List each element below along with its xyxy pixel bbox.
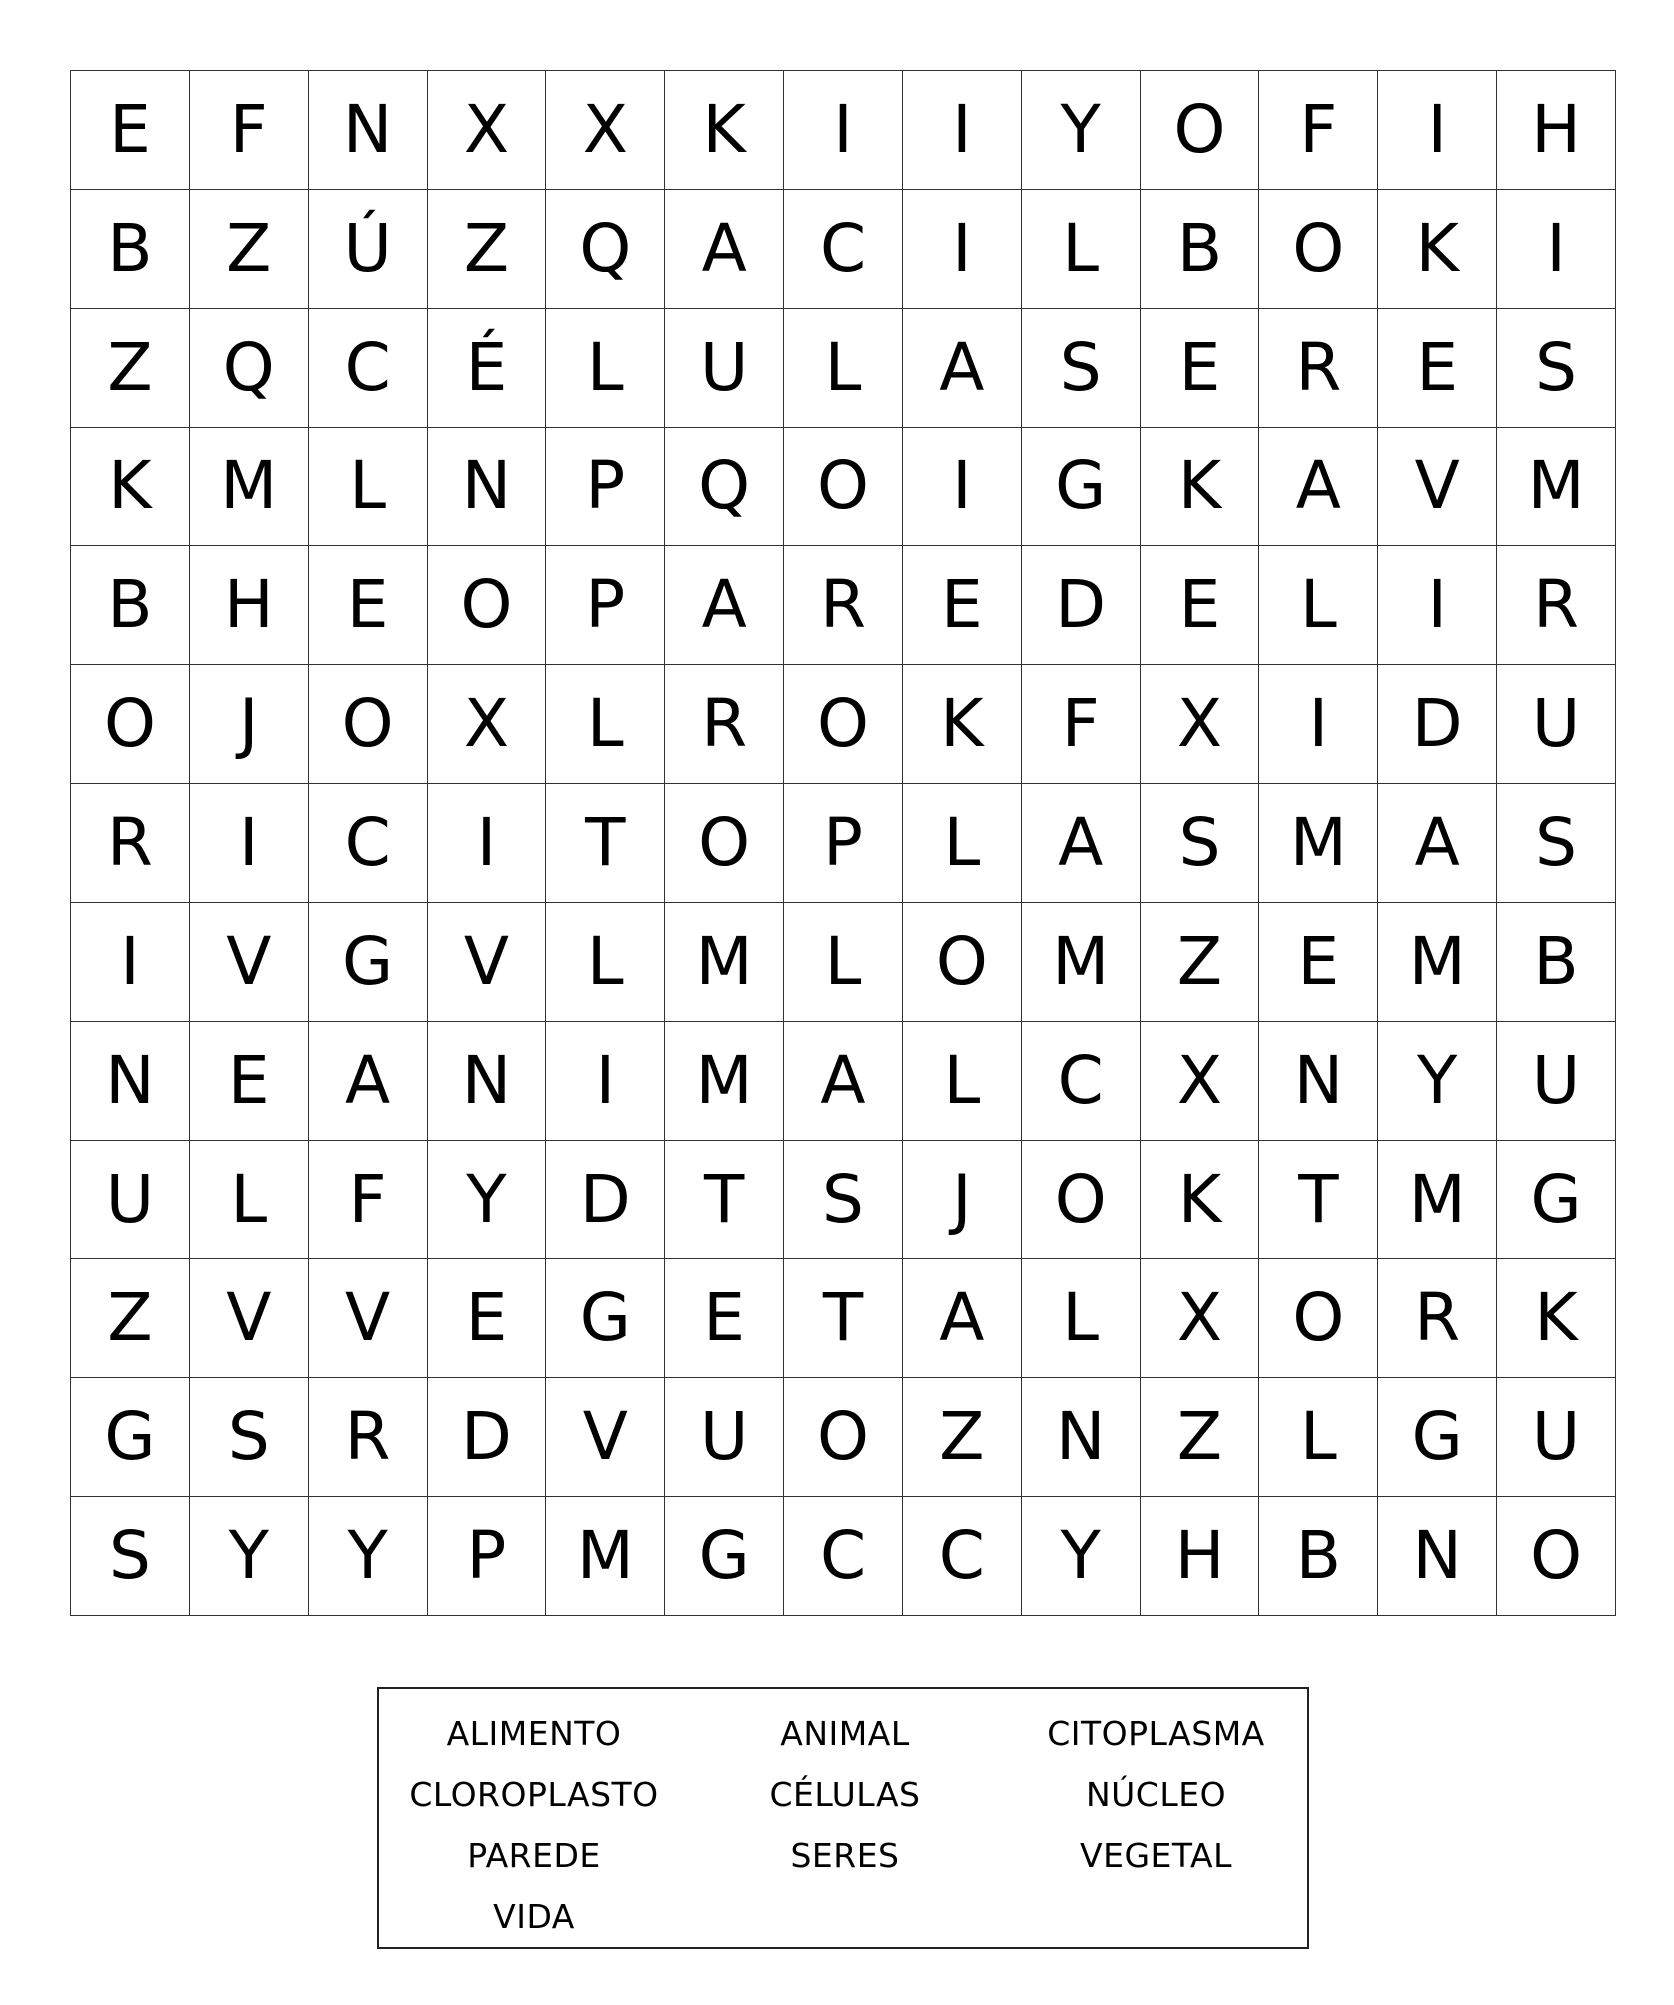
grid-cell[interactable]: O <box>1259 1259 1378 1378</box>
grid-cell[interactable]: S <box>1497 784 1616 903</box>
grid-cell[interactable]: V <box>428 903 547 1022</box>
grid-cell[interactable]: X <box>428 665 547 784</box>
grid-cell[interactable]: R <box>309 1378 428 1497</box>
grid-cell[interactable]: M <box>546 1497 665 1616</box>
grid-cell[interactable]: L <box>309 428 428 547</box>
grid-cell[interactable]: I <box>903 428 1022 547</box>
grid-cell[interactable]: O <box>428 546 547 665</box>
grid-cell[interactable]: L <box>546 665 665 784</box>
grid-cell[interactable]: I <box>1259 665 1378 784</box>
grid-cell[interactable]: Z <box>903 1378 1022 1497</box>
grid-cell[interactable]: X <box>1141 1259 1260 1378</box>
grid-cell[interactable]: R <box>71 784 190 903</box>
grid-cell[interactable]: U <box>1497 1022 1616 1141</box>
grid-cell[interactable]: X <box>1141 1022 1260 1141</box>
grid-cell[interactable]: B <box>1259 1497 1378 1616</box>
word-list-item: VEGETAL <box>1080 1836 1232 1875</box>
grid-cell[interactable]: N <box>71 1022 190 1141</box>
grid-cell[interactable]: H <box>1497 71 1616 190</box>
word-list <box>377 1687 1309 1949</box>
grid-cell[interactable]: G <box>546 1259 665 1378</box>
grid-cell[interactable]: E <box>665 1259 784 1378</box>
grid-cell[interactable]: L <box>1259 1378 1378 1497</box>
grid-cell[interactable]: O <box>71 665 190 784</box>
grid-cell[interactable]: E <box>1259 903 1378 1022</box>
grid-cell[interactable]: B <box>1141 190 1260 309</box>
grid-cell[interactable]: V <box>190 1259 309 1378</box>
grid-cell[interactable]: O <box>784 428 903 547</box>
word-list-item: ANIMAL <box>780 1714 910 1753</box>
grid-cell[interactable]: K <box>903 665 1022 784</box>
grid-cell[interactable]: I <box>428 784 547 903</box>
grid-cell[interactable]: K <box>665 71 784 190</box>
grid-cell[interactable]: A <box>1259 428 1378 547</box>
grid-cell[interactable]: D <box>428 1378 547 1497</box>
grid-cell[interactable]: S <box>1141 784 1260 903</box>
grid-cell[interactable]: L <box>546 903 665 1022</box>
grid-cell[interactable]: O <box>1022 1141 1141 1260</box>
word-list-item: CLOROPLASTO <box>409 1775 659 1814</box>
grid-cell[interactable]: B <box>71 190 190 309</box>
grid-cell[interactable]: I <box>1497 190 1616 309</box>
grid-cell[interactable]: B <box>71 546 190 665</box>
grid-cell[interactable]: I <box>1378 71 1497 190</box>
grid-cell[interactable]: O <box>784 665 903 784</box>
grid-cell[interactable]: L <box>1022 1259 1141 1378</box>
grid-cell[interactable]: F <box>309 1141 428 1260</box>
grid-cell[interactable]: C <box>309 784 428 903</box>
grid-cell[interactable]: N <box>1259 1022 1378 1141</box>
word-list-item: CÉLULAS <box>769 1775 921 1814</box>
grid-cell[interactable]: T <box>546 784 665 903</box>
grid-cell[interactable]: E <box>428 1259 547 1378</box>
grid-cell[interactable]: P <box>784 784 903 903</box>
grid-cell[interactable]: A <box>1022 784 1141 903</box>
grid-cell[interactable]: M <box>1378 1141 1497 1260</box>
grid-cell[interactable]: T <box>665 1141 784 1260</box>
grid-cell[interactable]: Y <box>1022 71 1141 190</box>
grid-cell[interactable]: M <box>1497 428 1616 547</box>
grid-cell[interactable]: A <box>1378 784 1497 903</box>
grid-cell[interactable]: X <box>428 71 547 190</box>
grid-cell[interactable]: M <box>1378 903 1497 1022</box>
grid-cell[interactable]: H <box>190 546 309 665</box>
grid-cell[interactable]: Z <box>71 1259 190 1378</box>
grid-cell[interactable]: N <box>1378 1497 1497 1616</box>
grid-cell[interactable]: G <box>309 903 428 1022</box>
grid-cell[interactable]: Q <box>546 190 665 309</box>
grid-cell[interactable]: V <box>190 903 309 1022</box>
grid-cell[interactable]: O <box>784 1378 903 1497</box>
grid-cell[interactable]: E <box>1141 309 1260 428</box>
grid-cell[interactable]: A <box>784 1022 903 1141</box>
grid-cell[interactable]: C <box>1022 1022 1141 1141</box>
grid-cell[interactable]: T <box>784 1259 903 1378</box>
grid-cell[interactable]: M <box>1259 784 1378 903</box>
word-list-item: SERES <box>790 1836 900 1875</box>
grid-cell[interactable]: Z <box>190 190 309 309</box>
grid-cell[interactable]: G <box>1378 1378 1497 1497</box>
grid-cell[interactable]: P <box>546 546 665 665</box>
grid-cell[interactable]: N <box>428 428 547 547</box>
grid-cell[interactable]: R <box>1378 1259 1497 1378</box>
grid-cell[interactable]: F <box>1022 665 1141 784</box>
grid-cell[interactable]: X <box>546 71 665 190</box>
grid-cell[interactable]: U <box>1497 1378 1616 1497</box>
grid-cell[interactable]: P <box>428 1497 547 1616</box>
grid-cell[interactable]: N <box>428 1022 547 1141</box>
grid-cell[interactable]: L <box>190 1141 309 1260</box>
word-list-item: CITOPLASMA <box>1047 1714 1265 1753</box>
grid-cell[interactable]: U <box>1497 665 1616 784</box>
grid-cell[interactable]: U <box>71 1141 190 1260</box>
grid-cell[interactable]: J <box>903 1141 1022 1260</box>
grid-cell[interactable]: I <box>903 190 1022 309</box>
grid-cell[interactable]: A <box>665 546 784 665</box>
grid-cell[interactable]: O <box>1259 190 1378 309</box>
grid-cell[interactable]: F <box>190 71 309 190</box>
grid-cell[interactable]: A <box>903 1259 1022 1378</box>
grid-cell[interactable]: Y <box>1378 1022 1497 1141</box>
grid-cell[interactable]: C <box>784 190 903 309</box>
grid-cell[interactable]: K <box>1497 1259 1616 1378</box>
grid-cell[interactable]: K <box>1141 428 1260 547</box>
grid-cell[interactable]: Y <box>309 1497 428 1616</box>
grid-cell[interactable]: G <box>1022 428 1141 547</box>
grid-cell[interactable]: J <box>190 665 309 784</box>
grid-cell[interactable]: E <box>71 71 190 190</box>
grid-cell[interactable]: L <box>903 784 1022 903</box>
grid-cell[interactable]: I <box>903 71 1022 190</box>
grid-cell[interactable]: Ú <box>309 190 428 309</box>
letter-grid <box>70 70 1616 1616</box>
grid-cell[interactable]: S <box>784 1141 903 1260</box>
grid-cell[interactable]: I <box>190 784 309 903</box>
grid-cell[interactable]: É <box>428 309 547 428</box>
grid-cell[interactable]: O <box>1141 71 1260 190</box>
grid-cell[interactable]: R <box>665 665 784 784</box>
grid-cell[interactable]: L <box>546 309 665 428</box>
grid-cell[interactable]: S <box>1022 309 1141 428</box>
grid-cell[interactable]: C <box>309 309 428 428</box>
grid-cell[interactable]: O <box>903 903 1022 1022</box>
word-list-item: VIDA <box>493 1897 575 1936</box>
grid-cell[interactable]: V <box>309 1259 428 1378</box>
grid-cell[interactable]: C <box>903 1497 1022 1616</box>
grid-cell[interactable]: A <box>309 1022 428 1141</box>
grid-cell[interactable]: Z <box>428 190 547 309</box>
grid-cell[interactable]: D <box>1022 546 1141 665</box>
grid-cell[interactable]: L <box>784 309 903 428</box>
grid-cell[interactable]: I <box>71 903 190 1022</box>
grid-cell[interactable]: K <box>1141 1141 1260 1260</box>
grid-cell[interactable]: Z <box>1141 1378 1260 1497</box>
grid-cell[interactable]: V <box>1378 428 1497 547</box>
grid-cell[interactable]: F <box>1259 71 1378 190</box>
grid-cell[interactable]: L <box>903 1022 1022 1141</box>
grid-cell[interactable]: N <box>309 71 428 190</box>
grid-cell[interactable]: Q <box>190 309 309 428</box>
grid-cell[interactable]: L <box>1022 190 1141 309</box>
grid-cell[interactable]: D <box>1378 665 1497 784</box>
grid-cell[interactable]: S <box>71 1497 190 1616</box>
word-list-item: PAREDE <box>467 1836 601 1875</box>
grid-cell[interactable]: R <box>1497 546 1616 665</box>
grid-cell[interactable]: Y <box>190 1497 309 1616</box>
grid-cell[interactable]: U <box>665 1378 784 1497</box>
grid-cell[interactable]: I <box>784 71 903 190</box>
grid-cell[interactable]: R <box>784 546 903 665</box>
grid-cell[interactable]: S <box>1497 309 1616 428</box>
grid-cell[interactable]: O <box>665 784 784 903</box>
grid-cell[interactable]: S <box>190 1378 309 1497</box>
grid-cell[interactable]: K <box>71 428 190 547</box>
grid-cell[interactable]: N <box>1022 1378 1141 1497</box>
grid-cell[interactable]: L <box>1259 546 1378 665</box>
grid-cell[interactable]: V <box>546 1378 665 1497</box>
grid-cell[interactable]: C <box>784 1497 903 1616</box>
grid-cell[interactable]: E <box>309 546 428 665</box>
grid-cell[interactable]: M <box>665 1022 784 1141</box>
grid-cell[interactable]: P <box>546 428 665 547</box>
grid-cell[interactable]: T <box>1259 1141 1378 1260</box>
grid-cell[interactable]: B <box>1497 903 1616 1022</box>
grid-cell[interactable]: X <box>1141 665 1260 784</box>
grid-cell[interactable]: I <box>1378 546 1497 665</box>
grid-cell[interactable]: A <box>903 309 1022 428</box>
grid-cell[interactable]: O <box>309 665 428 784</box>
grid-cell[interactable]: D <box>546 1141 665 1260</box>
grid-cell[interactable]: G <box>1497 1141 1616 1260</box>
grid-cell[interactable]: A <box>665 190 784 309</box>
grid-cell[interactable]: Q <box>665 428 784 547</box>
grid-cell[interactable]: M <box>190 428 309 547</box>
grid-cell[interactable]: M <box>1022 903 1141 1022</box>
grid-cell[interactable]: H <box>1141 1497 1260 1616</box>
grid-cell[interactable]: E <box>1378 309 1497 428</box>
word-list-item: ALIMENTO <box>446 1714 622 1753</box>
word-list-item: NÚCLEO <box>1085 1775 1227 1814</box>
grid-cell[interactable]: E <box>190 1022 309 1141</box>
grid-cell[interactable]: L <box>784 903 903 1022</box>
grid-cell[interactable]: Y <box>1022 1497 1141 1616</box>
grid-cell[interactable]: M <box>665 903 784 1022</box>
grid-cell[interactable]: G <box>71 1378 190 1497</box>
grid-cell[interactable]: Y <box>428 1141 547 1260</box>
grid-cell[interactable]: R <box>1259 309 1378 428</box>
grid-cell[interactable]: Z <box>71 309 190 428</box>
grid-cell[interactable]: E <box>903 546 1022 665</box>
grid-cell[interactable]: O <box>1497 1497 1616 1616</box>
grid-cell[interactable]: E <box>1141 546 1260 665</box>
grid-cell[interactable]: K <box>1378 190 1497 309</box>
grid-cell[interactable]: G <box>665 1497 784 1616</box>
grid-cell[interactable]: Z <box>1141 903 1260 1022</box>
grid-cell[interactable]: U <box>665 309 784 428</box>
grid-cell[interactable]: I <box>546 1022 665 1141</box>
